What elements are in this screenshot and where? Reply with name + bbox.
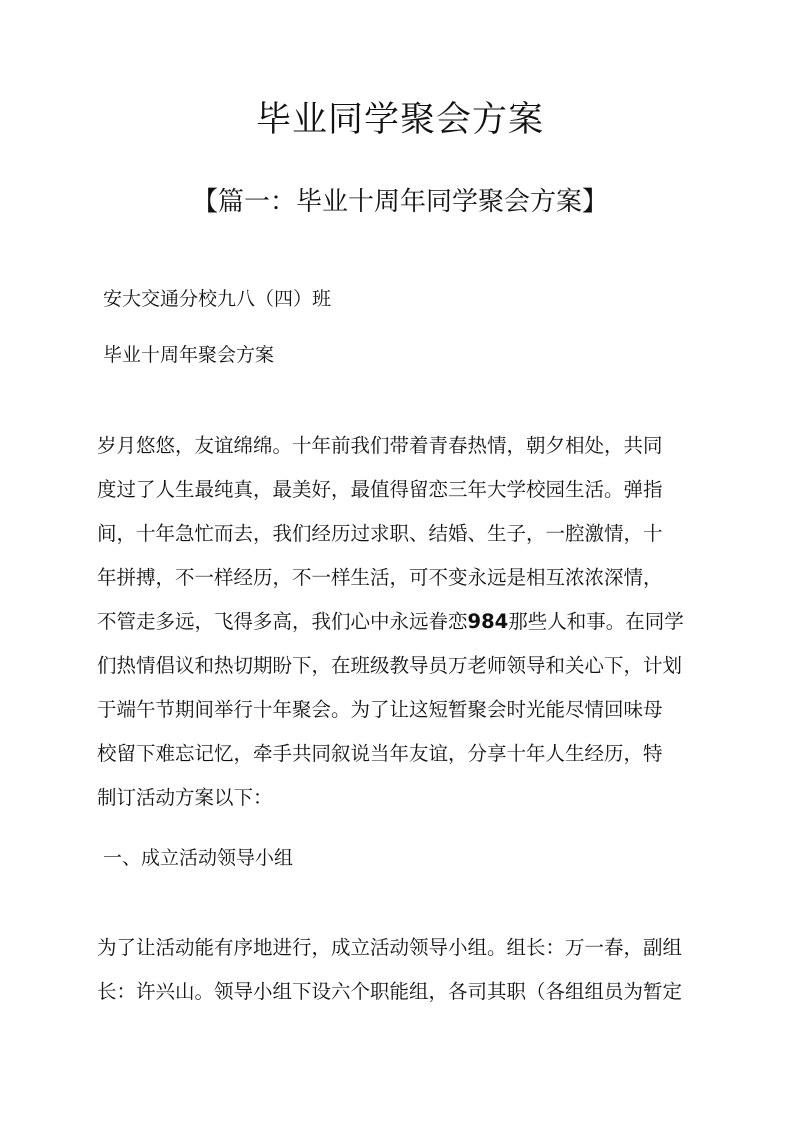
paragraph-line: 年拼搏，不一样经历，不一样生活，可不变永远是相互浓浓深情， [97, 566, 663, 589]
paragraph-line: 于端午节期间举行十年聚会。为了让这短暂聚会时光能尽情回味母 [97, 698, 663, 721]
opening-paragraph [97, 432, 717, 828]
paragraph-text: 不管走多远，飞得多高，我们心中永远眷恋 [97, 610, 468, 633]
paragraph-line: 为了让活动能有序地进行，成立活动领导小组。组长：万一春，副组 [97, 936, 683, 959]
paragraph-line: 岁月悠悠，友谊绵绵。十年前我们带着青春热情，朝夕相处，共同 [97, 434, 663, 457]
paragraph-line: 校留下难忘记忆，牵手共同叙说当年友谊，分享十年人生经历，特 [97, 742, 663, 765]
paragraph-line: 度过了人生最纯真，最美好，最值得留恋三年大学校园生活。弹指 [97, 478, 663, 501]
paragraph-line: 间，十年急忙而去，我们经历过求职、结婚、生子，一腔激情，十 [97, 522, 663, 545]
section-paragraph [97, 934, 717, 1022]
plan-name-line: 毕业十周年聚会方案 [103, 344, 275, 366]
class-name-line: 安大交通分校九八（四）班 [103, 288, 332, 310]
bold-number: 984 [467, 610, 509, 633]
section-heading: 一、成立活动领导小组 [103, 847, 294, 869]
document-title: 毕业同学聚会方案 [255, 100, 544, 140]
paragraph-line: 们热情倡议和热切期盼下，在班级教导员万老师领导和关心下，计划 [97, 654, 683, 677]
paragraph-text: 那些人和事。在同学 [508, 610, 684, 633]
paragraph-line: 制订活动方案以下： [97, 786, 273, 809]
paragraph-line: 长：许兴山。领导小组下设六个职能组，各司其职（各组组员为暂定 [97, 980, 683, 1003]
document-subtitle: 【篇一：毕业十周年同学聚会方案】 [191, 187, 608, 217]
paragraph-line [97, 608, 717, 652]
